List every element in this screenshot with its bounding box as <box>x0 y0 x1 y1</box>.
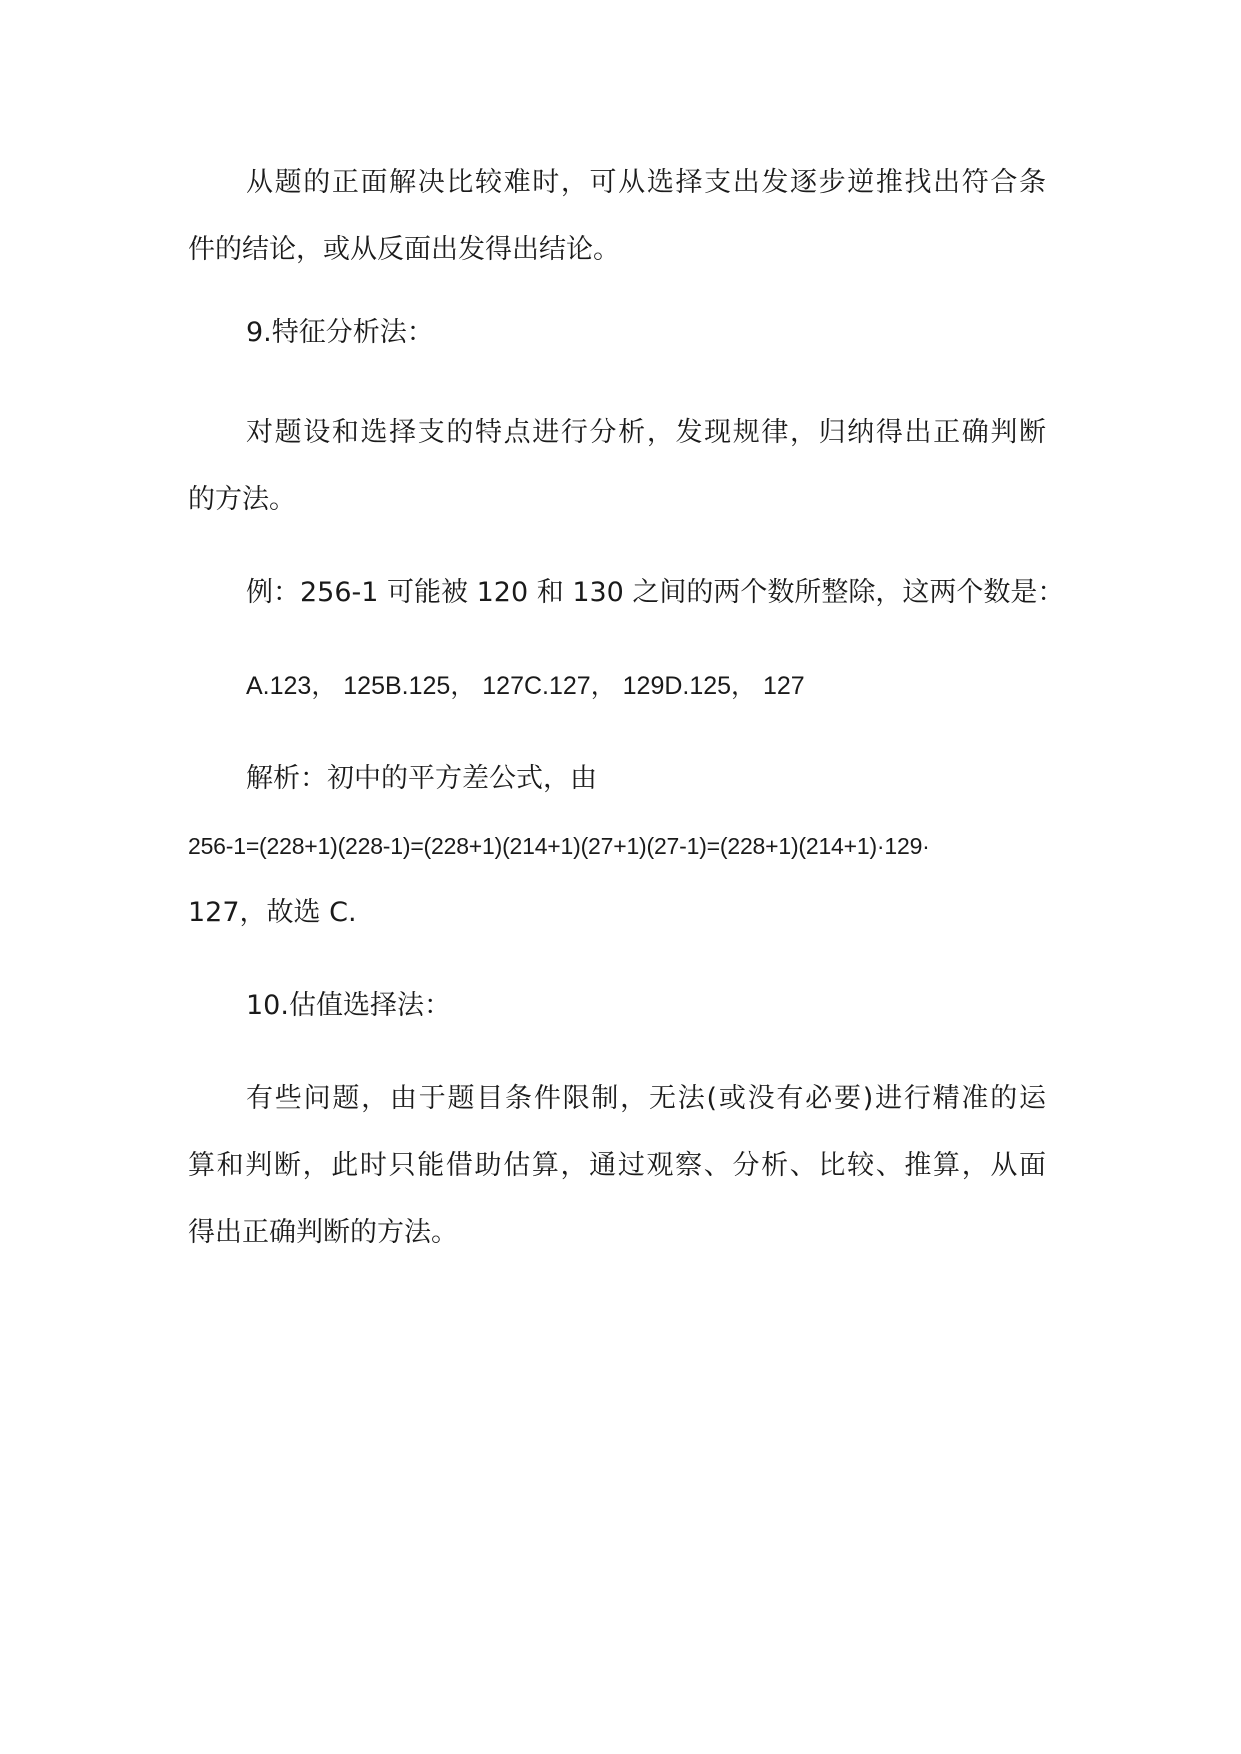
analysis-line-1: 解析：初中的平方差公式，由 <box>246 763 597 794</box>
example-question: 例：256-1 可能被 120 和 130 之间的两个数所整除，这两个数是： <box>246 577 1065 608</box>
heading-10: 10.估值选择法： <box>246 990 451 1021</box>
heading-9: 9.特征分析法： <box>246 317 434 348</box>
paragraph-3-line-3: 得出正确判断的方法。 <box>188 1217 458 1248</box>
paragraph-2-line-2: 的方法。 <box>188 484 296 515</box>
paragraph-3-line-2: 算和判断，此时只能借助估算，通过观察、分析、比较、推算，从面 <box>188 1150 1046 1181</box>
paragraph-2-line-1: 对题设和选择支的特点进行分析，发现规律，归纳得出正确判断 <box>246 417 1046 448</box>
paragraph-1-line-1: 从题的正面解决比较难时，可从选择支出发逐步逆推找出符合条 <box>246 167 1046 198</box>
paragraph-3-line-1: 有些问题，由于题目条件限制，无法(或没有必要)进行精准的运 <box>246 1083 1046 1114</box>
paragraph-1-line-2: 件的结论，或从反面出发得出结论。 <box>188 234 620 265</box>
analysis-line-3: 127，故选 C. <box>188 897 357 928</box>
analysis-formula: 256-1=(228+1)(228-1)=(228+1)(214+1)(27+1)(27-1)=(228+1)(214+1)·129· <box>188 833 930 859</box>
answer-options: A.123， 125B.125， 127C.127， 129D.125， 127 <box>246 672 805 700</box>
